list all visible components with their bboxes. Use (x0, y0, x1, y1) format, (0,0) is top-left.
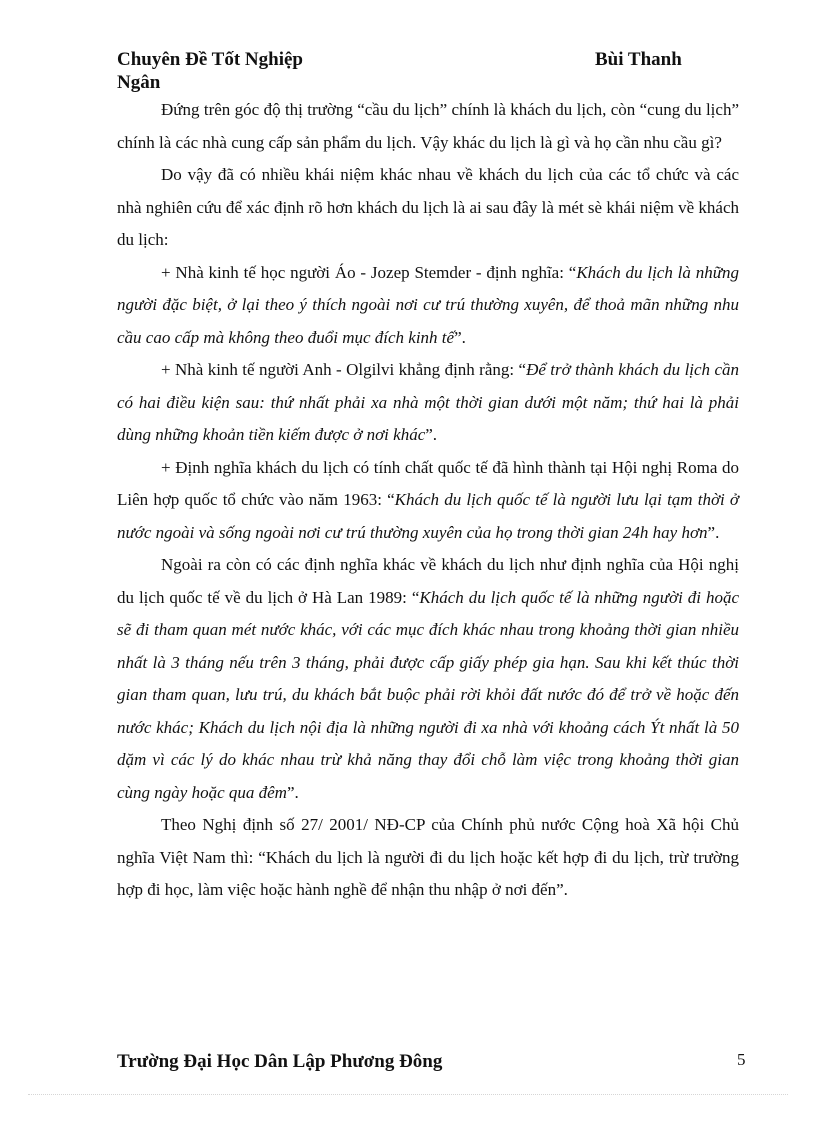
paragraph-6: Ngoài ra còn có các định nghĩa khác về khách du lịch như định nghĩa của Hội nghị du lịch quốc tế về du lịch ở Hà Lan 1989: “Khách du lịch quốc tế là những người đi hoặc sẽ đi tham quan mét nước khác, với các mục đích khác nhau trong khoảng thời gian nhiều nhất là 3 tháng nếu trên 3 tháng, phải được cấp giấy phép gia hạn. Sau khi kết thúc thời gian tham quan, lưu trú, du khách bắt buộc phải rời khỏi đất nước đó để trở về hoặc đến nước khác; Khách du lịch nội địa là những người đi xa nhà với khoảng cách Ýt nhất là 50 dặm vì các lý do khác nhau trừ khả năng thay đổi chỗ làm việc trong khoảng thời gian cùng ngày hoặc qua đêm”. (117, 555, 739, 802)
paragraph-1: Đứng trên góc độ thị trường “cầu du lịch” chính là khách du lịch, còn “cung du lịch” chính là các nhà cung cấp sản phẩm du lịch. Vậy khác du lịch là gì và họ cần nhu cầu gì? (117, 100, 739, 152)
paragraph-5: + Định nghĩa khách du lịch có tính chất quốc tế đã hình thành tại Hội nghị Roma do Liên hợp quốc tổ chức vào năm 1963: “Khách du lịch quốc tế là người lưu lại tạm thời ở nước ngoài và sống ngoài nơi cư trú thường xuyên của họ trong thời gian 24h hay hơn”. (117, 457, 739, 542)
header-author: Bùi Thanh (595, 49, 682, 70)
header-author-continued: Ngân (117, 72, 161, 93)
header-title: Chuyên Đề Tốt Nghiệp (117, 49, 303, 70)
paragraph-2: Do vậy đã có nhiều khái niệm khác nhau về khách du lịch của các tổ chức và các nhà nghiên cứu để xác định rõ hơn khách du lịch là ai sau đây là mét sè khái niệm về khách du lịch: (117, 165, 739, 249)
document-body (117, 94, 739, 907)
quote-roma-1963: Khách du lịch quốc tế là người lưu lại tạm thời ở nước ngoài và sống ngoài nơi cư trú thường xuyên của họ trong thời gian 24h hay hơn (117, 490, 739, 542)
paragraph-4: + Nhà kinh tế người Anh - Olgilvi khẳng định rằng: “Để trở thành khách du lịch cần có hai điều kiện sau: thứ nhất phải xa nhà một thời gian dưới một năm; thứ hai là phải dùng những khoản tiền kiếm được ở nơi khác”. (117, 360, 739, 444)
page-bottom-divider (28, 1094, 788, 1095)
paragraph-3: + Nhà kinh tế học người Áo - Jozep Stemder - định nghĩa: “Khách du lịch là những người đặc biệt, ở lại theo ý thích ngoài nơi cư trú thường xuyên, để thoả mãn những nhu cầu cao cấp mà không theo đuổi mục đích kinh tế”. (117, 262, 740, 347)
paragraph-7: Theo Nghị định số 27/ 2001/ NĐ-CP của Chính phủ nước Cộng hoà Xã hội Chủ nghĩa Việt Nam thì: “Khách du lịch là người đi du lịch hoặc kết hợp đi du lịch, trừ trường hợp đi học, làm việc hoặc hành nghề để nhận thu nhập ở nơi đến”. (117, 815, 739, 899)
footer-school: Trường Đại Học Dân Lập Phương Đông (117, 1051, 443, 1072)
quote-hague-1989: Khách du lịch quốc tế là những người đi hoặc sẽ đi tham quan mét nước khác, với các mục đích khác nhau trong khoảng thời gian nhiều nhất là 3 tháng nếu trên 3 tháng, phải được cấp giấy phép gia hạn. Sau khi kết thúc thời gian tham quan, lưu trú, du khách bắt buộc phải rời khỏi đất nước đó để trở về hoặc đến nước khác; Khách du lịch nội địa là những người đi xa nhà với khoảng cách Ýt nhất là 50 dặm vì các lý do khác nhau trừ khả năng thay đổi chỗ làm việc trong khoảng thời gian cùng ngày hoặc qua đêm (117, 587, 739, 802)
quote-stemder: Khách du lịch là những người đặc biệt, ở lại theo ý thích ngoài nơi cư trú thường xuyên, để thoả mãn những nhu cầu cao cấp mà không theo đuổi mục đích kinh tế (117, 262, 740, 347)
quote-olgilvi: Để trở thành khách du lịch cần có hai điều kiện sau: thứ nhất phải xa nhà một thời gian dưới một năm; thứ hai là phải dùng những khoản tiền kiếm được ở nơi khác (117, 360, 739, 444)
page-number: 5 (737, 1050, 746, 1069)
